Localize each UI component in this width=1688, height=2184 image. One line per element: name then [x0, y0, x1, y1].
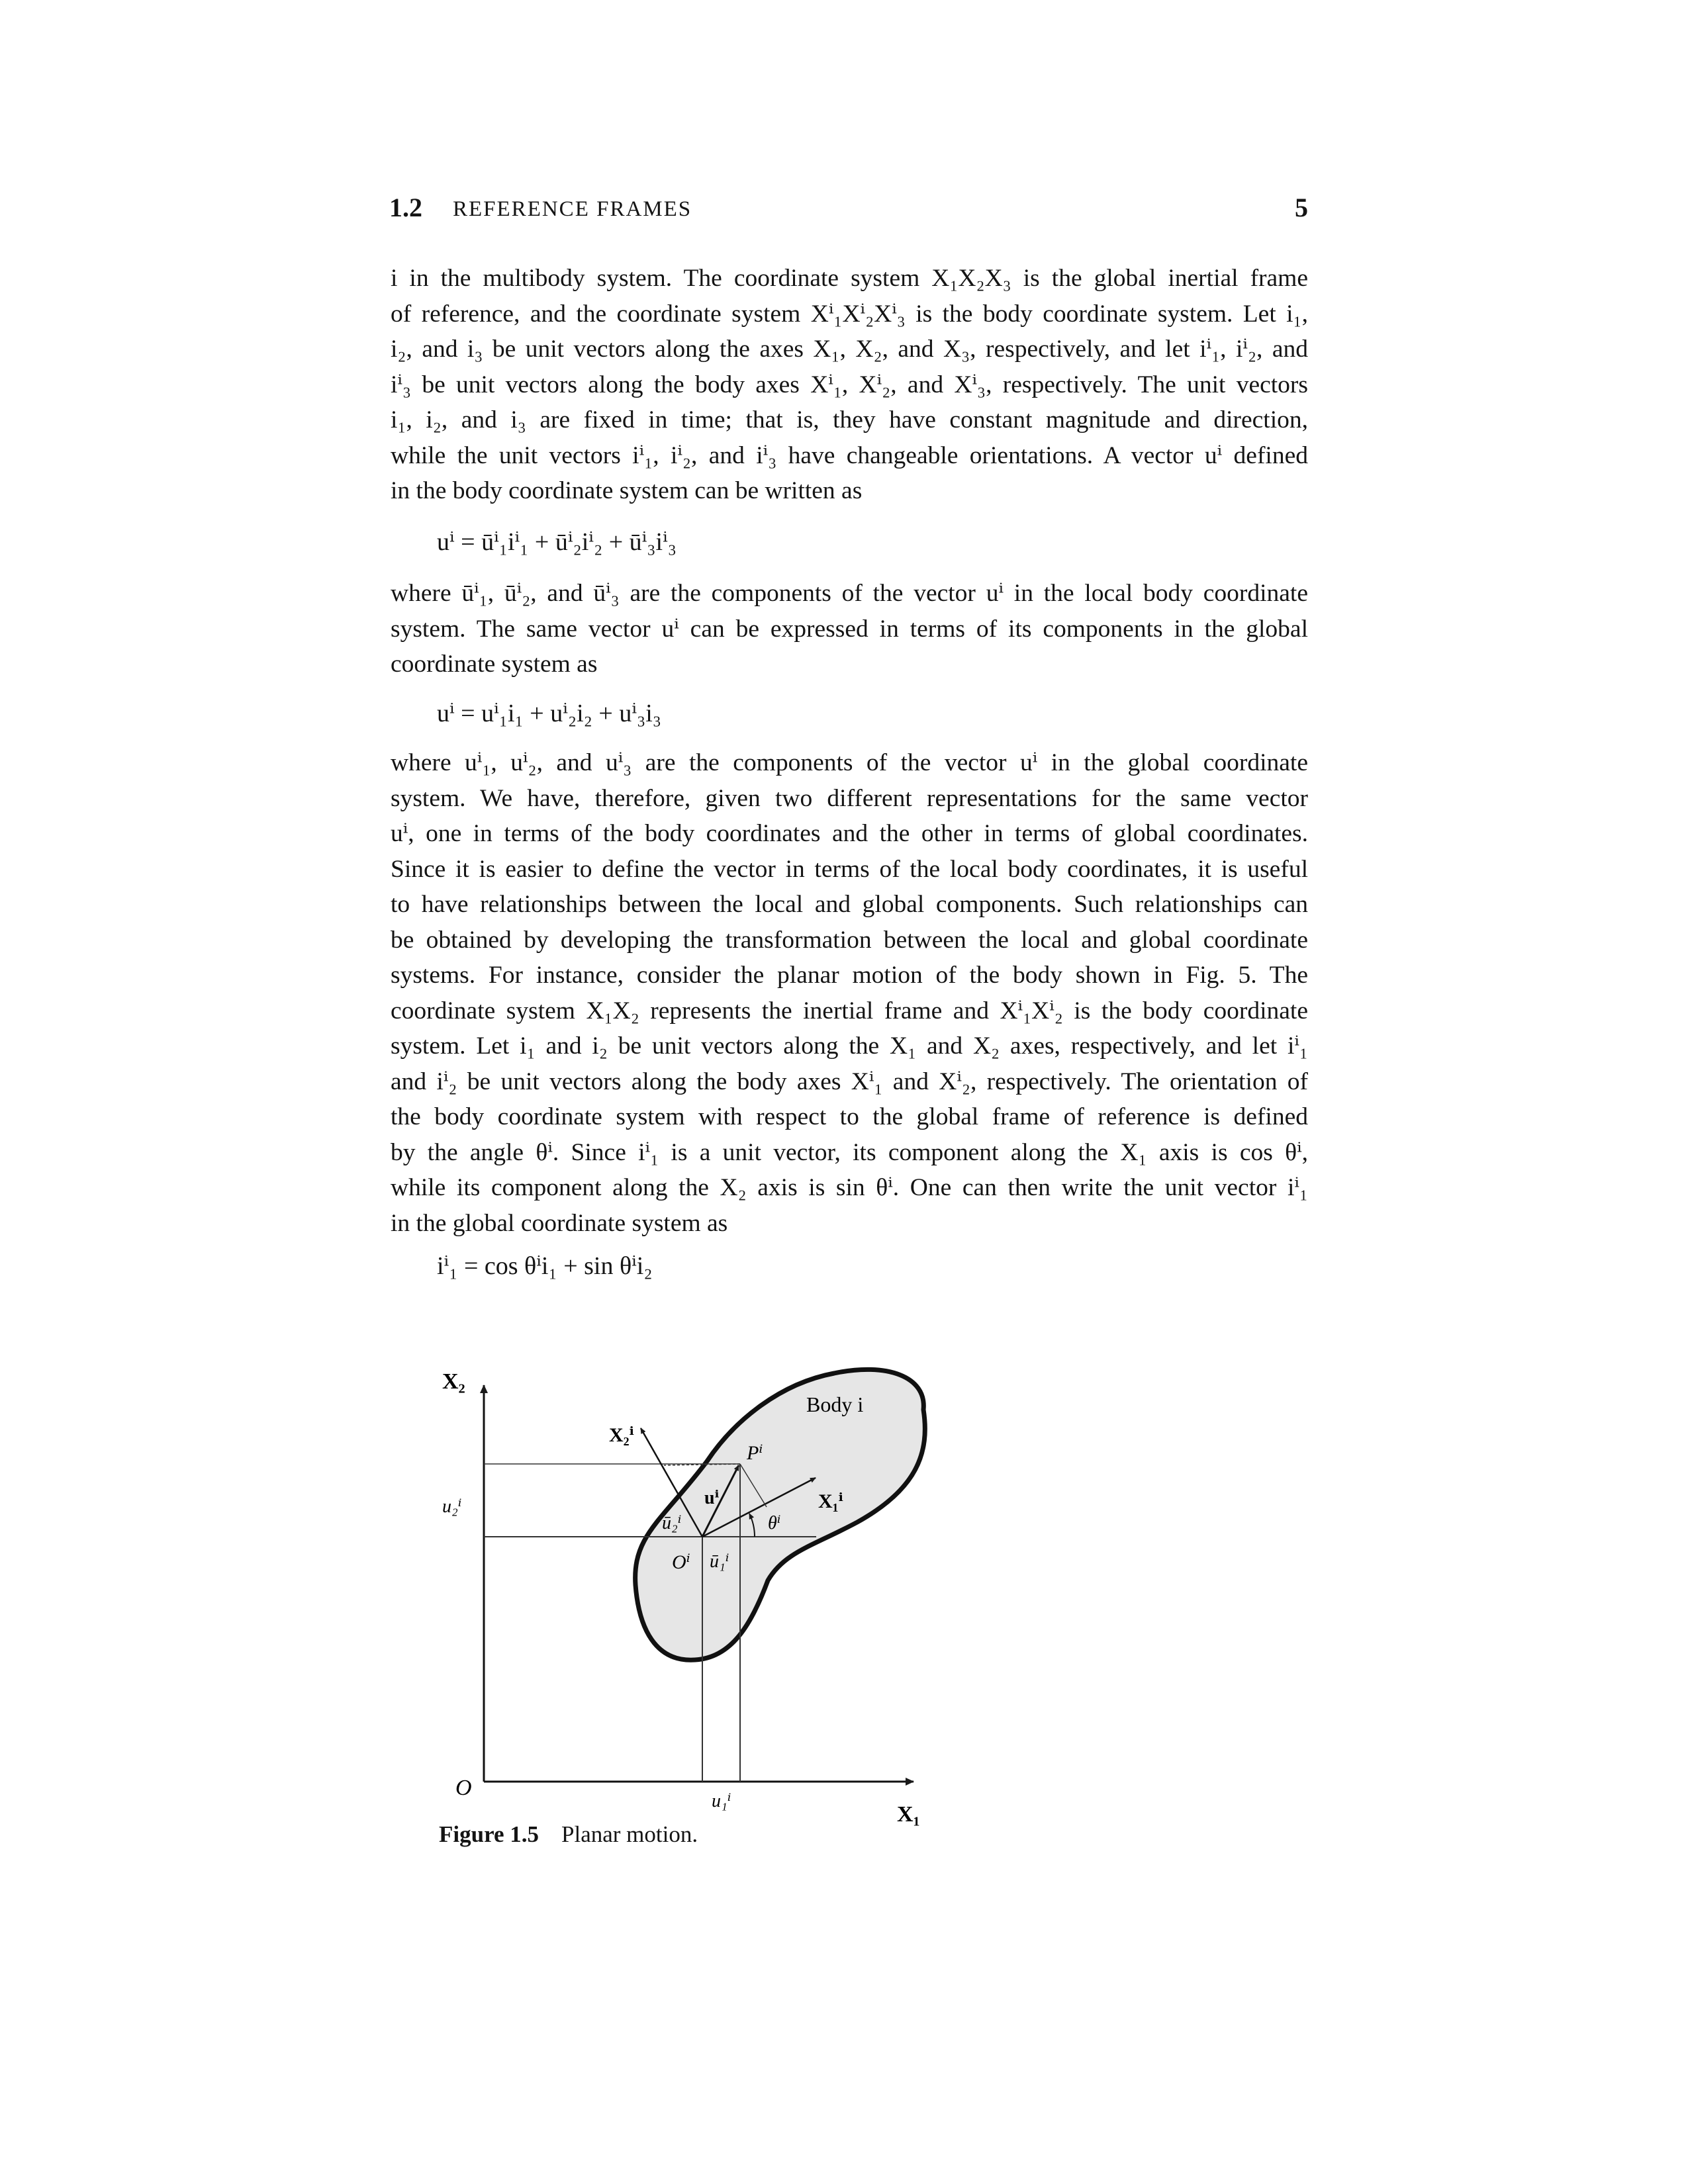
- x1-axis-label: X₁: [897, 1802, 920, 1827]
- caption-text: Planar motion.: [561, 1821, 698, 1847]
- text-line: i₁, i₂, and i₃ are fixed in time; that is, they have constant magnitude and direction,: [391, 406, 1308, 433]
- text-line: the body coordinate system with respect to the global frame of reference is defined: [391, 1103, 1308, 1130]
- text-line: and iⁱ₂ be unit vectors along the body axes Xⁱ₁ and Xⁱ₂, respectively. The orientation of: [391, 1068, 1308, 1095]
- u-bar-2-label: ū₂ⁱ: [662, 1513, 682, 1533]
- text-line: systems. For instance, consider the planar motion of the body shown in Fig. 5. The: [391, 962, 1308, 989]
- point-p-label: Pⁱ: [747, 1442, 763, 1464]
- section-title: REFERENCE FRAMES: [453, 197, 692, 221]
- u-bar-1-label: ū₁ⁱ: [710, 1551, 729, 1572]
- text-line: of reference, and the coordinate system Xⁱ₁Xⁱ₂Xⁱ₃ is the body coordinate system. Let i₁,: [391, 300, 1308, 328]
- text-line: uⁱ, one in terms of the body coordinates and the other in terms of global coordinates.: [391, 820, 1308, 847]
- equation-3: iⁱ₁ = cos θⁱi₁ + sin θⁱi₂: [437, 1252, 653, 1280]
- section-number: 1.2: [389, 193, 422, 222]
- body-origin-label: Oⁱ: [672, 1551, 690, 1573]
- text-line: in the body coordinate system can be written as: [391, 477, 863, 504]
- text-line: coordinate system as: [391, 651, 598, 678]
- text-line: be obtained by developing the transformation between the local and global coordinate: [391, 926, 1308, 954]
- text-line: while its component along the X₂ axis is sin θⁱ. One can then write the unit vector iⁱ₁: [391, 1174, 1308, 1201]
- theta-label: θⁱ: [768, 1513, 781, 1533]
- text-line: Since it is easier to define the vector in terms of the local body coordinates, it is useful: [391, 855, 1308, 883]
- text-line: system. We have, therefore, given two different representations for the same vector: [391, 784, 1308, 812]
- body-x2-label: X₂ⁱ: [609, 1424, 634, 1446]
- body-x1-label: X₁ⁱ: [818, 1490, 843, 1512]
- text-line: while the unit vectors iⁱ₁, iⁱ₂, and iⁱ₃ have changeable orientations. A vector uⁱ defined: [391, 441, 1308, 469]
- text-line: where uⁱ₁, uⁱ₂, and uⁱ₃ are the components of the vector uⁱ in the global coordinate: [391, 749, 1308, 776]
- text-line: system. Let i₁ and i₂ be unit vectors along the X₁ and X₂ axes, respectively, and let iⁱ₁: [391, 1032, 1308, 1060]
- origin-label: O: [455, 1776, 472, 1800]
- text-line: system. The same vector uⁱ can be expressed in terms of its components in the global: [391, 615, 1308, 643]
- figure-caption: [439, 1821, 698, 1848]
- caption-label: Figure 1.5: [439, 1821, 539, 1847]
- equation-2: uⁱ = uⁱ₁i₁ + uⁱ₂i₂ + uⁱ₃i₃: [437, 700, 662, 727]
- text-line: where ūⁱ₁, ūⁱ₂, and ūⁱ₃ are the components of the vector uⁱ in the local body coordinate: [391, 580, 1308, 607]
- text-line: in the global coordinate system as: [391, 1209, 728, 1237]
- u2-global-label: u₂ⁱ: [442, 1496, 462, 1517]
- text-line: iⁱ₃ be unit vectors along the body axes Xⁱ₁, Xⁱ₂, and Xⁱ₃, respectively. The unit vectors: [391, 371, 1308, 398]
- text-line: coordinate system X₁X₂ represents the inertial frame and Xⁱ₁Xⁱ₂ is the body coordinate: [391, 997, 1308, 1024]
- text-line: by the angle θⁱ. Since iⁱ₁ is a unit vector, its component along the X₁ axis is cos θⁱ,: [391, 1138, 1308, 1166]
- equation-1: uⁱ = ūⁱ₁iⁱ₁ + ūⁱ₂iⁱ₂ + ūⁱ₃iⁱ₃: [437, 528, 677, 556]
- x2-axis-label: X₂: [442, 1369, 465, 1394]
- text-line: i₂, and i₃ be unit vectors along the axes X₁, X₂, and X₃, respectively, and let iⁱ₁, iⁱ₂, and: [391, 336, 1308, 363]
- text-line: i in the multibody system. The coordinate system X₁X₂X₃ is the global inertial frame: [391, 265, 1308, 292]
- body-label: Body i: [806, 1392, 864, 1416]
- page-number: 5: [1295, 193, 1308, 222]
- u1-global-label: u₁ⁱ: [712, 1791, 731, 1811]
- vector-u-label: uⁱ: [704, 1488, 720, 1508]
- text-line: to have relationships between the local and global components. Such relationships can: [391, 891, 1308, 918]
